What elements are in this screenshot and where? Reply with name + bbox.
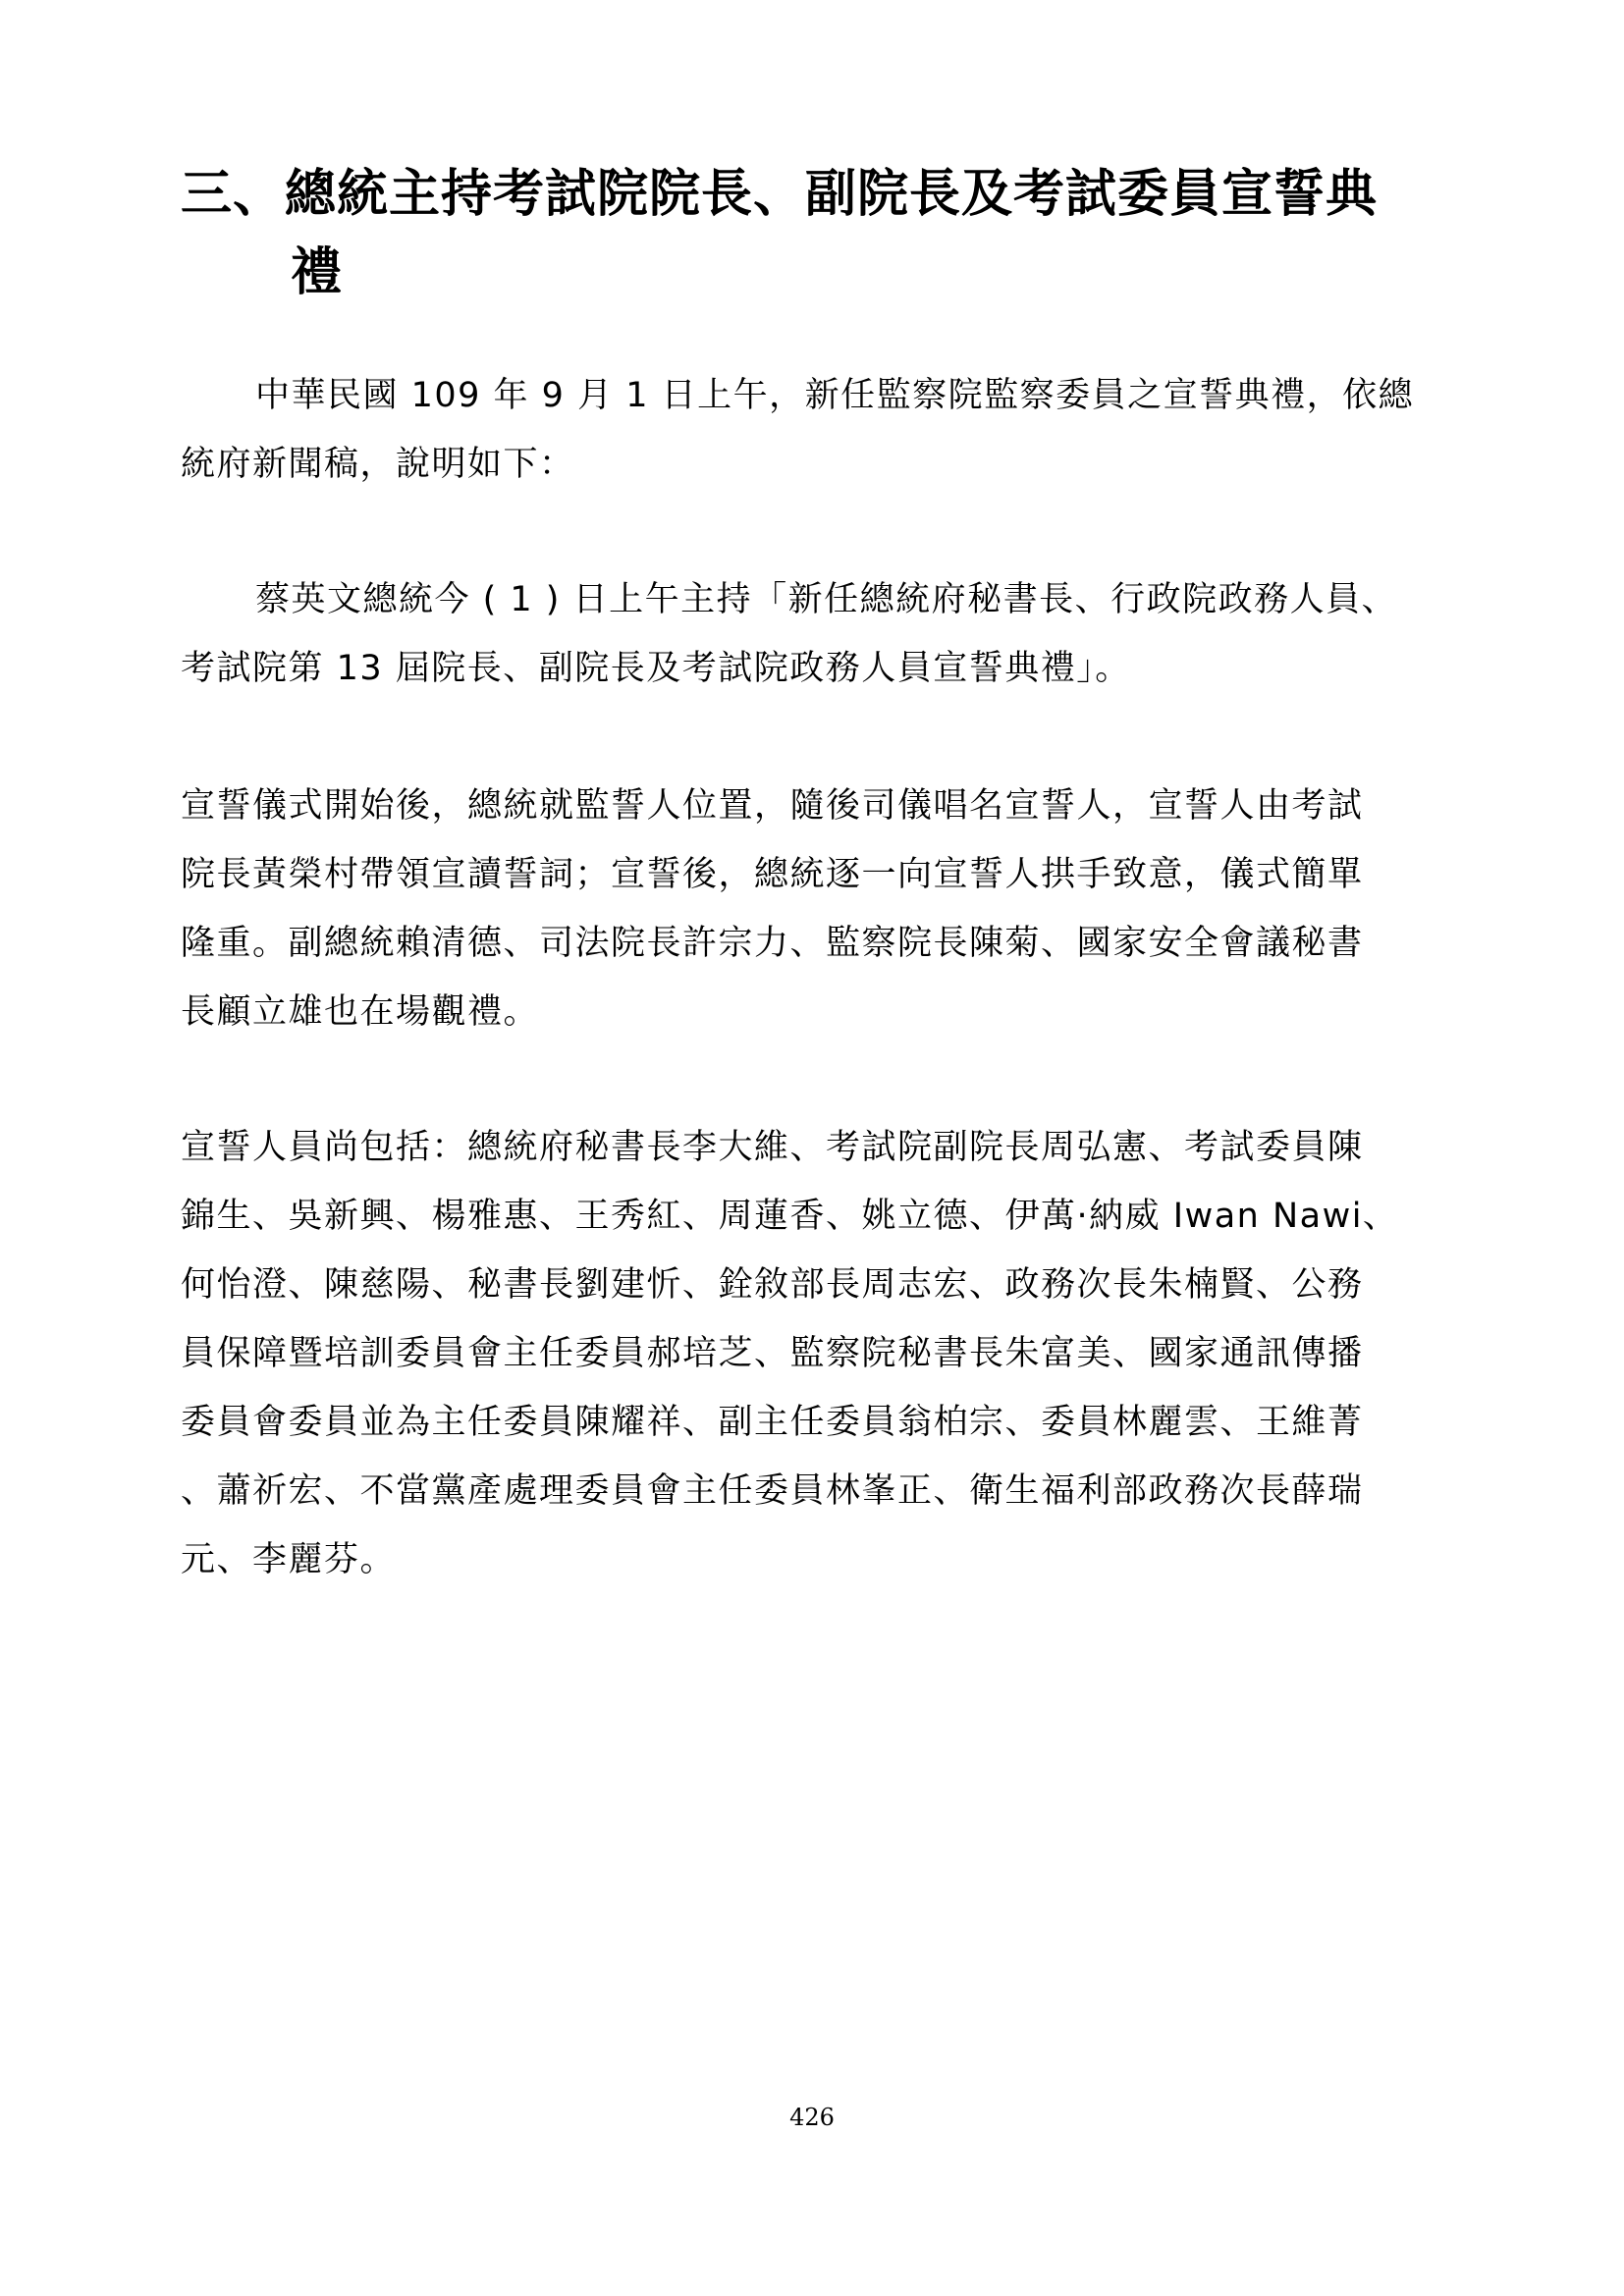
paragraph-line: 錦生、吳新興、楊雅惠、王秀紅、周蓮香、姚立德、伊萬·納威 Iwan Nawi、 [181, 1197, 1399, 1236]
paragraph-ceremony-details [181, 772, 1457, 1046]
paragraph-line: 、蕭祈宏、不當黨產處理委員會主任委員林峯正、衛生福利部政務次長薛瑞 [181, 1471, 1364, 1511]
paragraph-line: 員保障暨培訓委員會主任委員郝培芝、監察院秘書長朱富美、國家通訊傳播 [181, 1334, 1364, 1373]
paragraph-president-hosts [181, 565, 1457, 703]
paragraph-line: 隆重。副總統賴清德、司法院長許宗力、監察院長陳菊、國家安全會議秘書 [181, 924, 1364, 963]
paragraph-line: 中華民國 109 年 9 月 1 日上午，新任監察院監察委員之宣誓典禮，依總 [255, 376, 1415, 415]
paragraph-oath-takers [181, 1113, 1457, 1594]
section-heading [181, 155, 1457, 312]
section-heading-line-1: 三、總統主持考試院院長、副院長及考試委員宣誓典 [181, 165, 1379, 224]
paragraph-line: 宣誓人員尚包括：總統府秘書長李大維、考試院副院長周弘憲、考試委員陳 [181, 1128, 1364, 1167]
paragraph-line: 院長黃榮村帶領宣讀誓詞；宣誓後，總統逐一向宣誓人拱手致意，儀式簡單 [181, 855, 1364, 894]
paragraph-line: 何怡澄、陳慈陽、秘書長劉建忻、銓敘部長周志宏、政務次長朱楠賢、公務 [181, 1265, 1364, 1305]
paragraph-line: 考試院第 13 屆院長、副院長及考試院政務人員宣誓典禮」。 [181, 649, 1131, 688]
page-number: 426 [789, 2104, 835, 2131]
section-heading-line-2: 禮 [291, 243, 344, 302]
paragraph-line: 元、李麗芬。 [181, 1540, 397, 1579]
paragraph-swearing-in-intro [181, 361, 1457, 499]
paragraph-line: 長顧立雄也在場觀禮。 [181, 992, 540, 1032]
paragraph-line: 蔡英文總統今 ( 1 ) 日上午主持「新任總統府秘書長、行政院政務人員、 [255, 580, 1398, 619]
paragraph-line: 委員會委員並為主任委員陳耀祥、副主任委員翁柏宗、委員林麗雲、王維菁 [181, 1403, 1364, 1442]
paragraph-line: 宣誓儀式開始後，總統就監誓人位置，隨後司儀唱名宣誓人，宣誓人由考試 [181, 786, 1364, 826]
paragraph-line: 統府新聞稿，說明如下： [181, 445, 575, 484]
